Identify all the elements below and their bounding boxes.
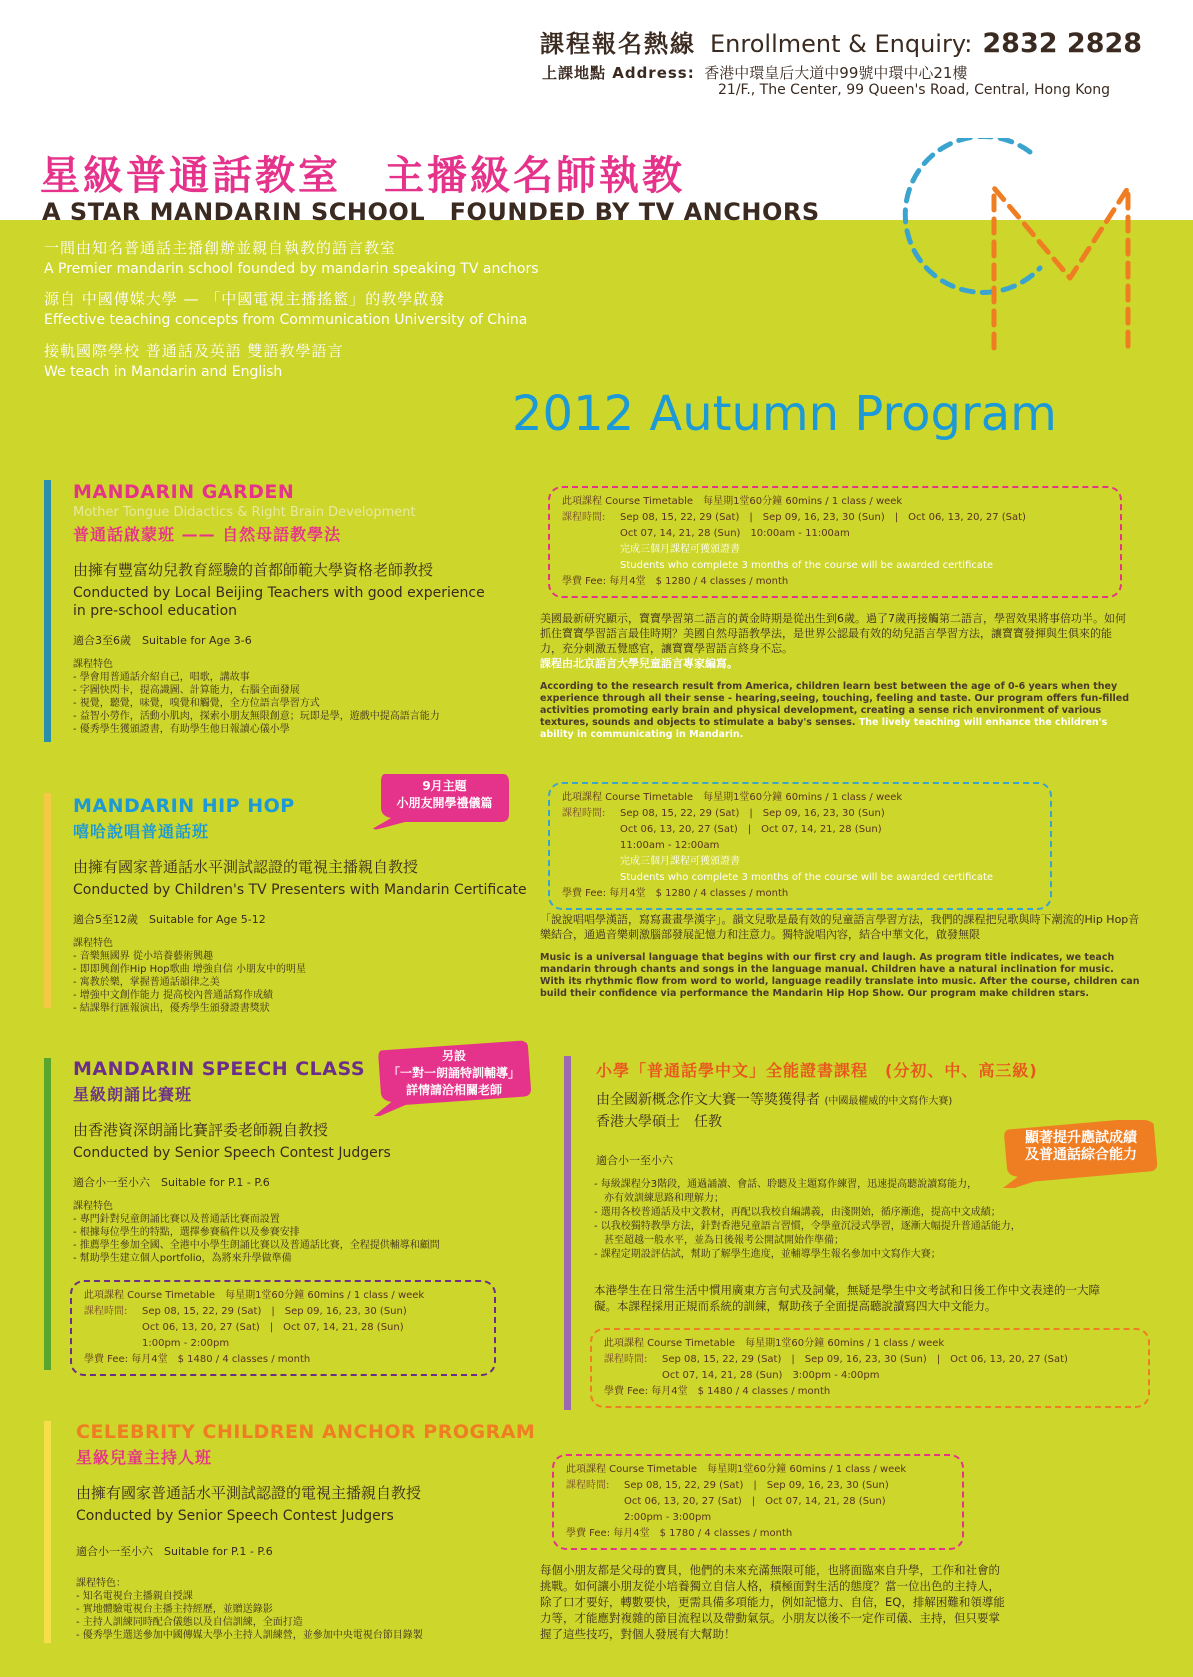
timetable-line: Sep 08, 15, 22, 29 (Sat) | Sep 09, 16, 23, 30 (Sun) | Oct 06, 13, 20, 27 (Sat) xyxy=(620,512,1026,523)
feature-item: - 視覺，聽覺，味覺，嗅覺和觸覺，全方位語言學習方式 xyxy=(73,697,485,710)
hiphop-teach-en: Conducted by Children's TV Presenters with Mandarin Certificate xyxy=(73,882,527,898)
garden-name-en: MANDARIN GARDEN xyxy=(73,481,295,503)
hiphop-name-en: MANDARIN HIP HOP xyxy=(73,795,295,817)
timetable-fee: 學費 Fee: 每月4堂 $ 1280 / 4 classes / month xyxy=(562,576,789,587)
enroll-en: Enrollment & Enquiry: xyxy=(710,30,973,58)
timetable-line: 2:00pm - 3:00pm xyxy=(624,1512,712,1523)
address-en: 21/F., The Center, 99 Queen's Road, Central, Hong Kong xyxy=(718,82,1111,98)
primary-title: 小學「普通話學中文」全能證書課程 (分初、中、高三級) xyxy=(596,1061,1038,1080)
anchor-teach-en: Conducted by Senior Speech Contest Judgers xyxy=(76,1508,394,1524)
timetable-line: Sep 08, 15, 22, 29 (Sat) | Sep 09, 16, 23, 30 (Sun) xyxy=(142,1306,407,1317)
intro-2 xyxy=(44,288,527,328)
timetable-line: Sep 08, 15, 22, 29 (Sat) | Sep 09, 16, 23, 30 (Sun) | Oct 06, 13, 20, 27 (Sat) xyxy=(662,1354,1068,1365)
timetable-fee: 學費 Fee: 每月4堂 $ 1480 / 4 classes / month xyxy=(604,1386,831,1397)
feature-item-cont: 亦有效訓練思路和理解力； xyxy=(594,1193,724,1204)
address-zh: 香港中環皇后大道中99號中環中心21樓 xyxy=(704,64,968,82)
timetable-header: 此項課程 Course Timetable 每星期1堂60分鐘 60mins / 1 class / week xyxy=(562,792,903,803)
intro-2-en: Effective teaching concepts from Communication University of China xyxy=(44,312,528,328)
garden-features-title: 課程特色 xyxy=(73,659,113,670)
hiphop-bubble-line-1: 9月主題 xyxy=(422,779,467,793)
timetable-line: 11:00am - 12:00am xyxy=(620,840,720,851)
speech-features xyxy=(73,1200,440,1265)
certificate-note-en: Students who complete 3 months of the course will be awarded certificate xyxy=(620,872,994,883)
anchor-timetable xyxy=(552,1454,964,1550)
timetable-label: 課程時間: xyxy=(562,512,606,523)
primary-features xyxy=(594,1178,1021,1262)
certificate-note-en: Students who complete 3 months of the course will be awarded certificate xyxy=(620,560,994,571)
hiphop-features xyxy=(73,937,527,1015)
speech-timetable xyxy=(70,1280,496,1376)
intro-1-en: A Premier mandarin school founded by mandarin speaking TV anchors xyxy=(44,261,539,277)
anchor-description xyxy=(540,1562,1010,1642)
speech-teach-en: Conducted by Senior Speech Contest Judgers xyxy=(73,1145,391,1161)
feature-item: - 專門針對兒童朗誦比賽以及普通話比賽而設置 xyxy=(73,1213,440,1226)
timetable-fee: 學費 Fee: 每月4堂 $ 1480 / 4 classes / month xyxy=(84,1354,311,1365)
timetable-label: 課程時間: xyxy=(562,808,606,819)
timetable-line: 1:00pm - 2:00pm xyxy=(142,1338,230,1349)
speech-bubble-line-2: 「一對一朗誦特訓輔導」 xyxy=(387,1066,520,1080)
intro-1 xyxy=(44,237,539,277)
anchor-features-title: 課程特色： xyxy=(76,1578,126,1589)
primary-accent-bar xyxy=(564,1056,571,1410)
hiphop-desc-en: Music is a universal language that begins with our first cry and laugh. As program title indicates, we teach mandarin through chants and songs in the language manual. Children have a natural inclination for music. With its rhythmic flow from word to world, language readily translate into music. After the course, children can build their confidence via performance the Mandarin Hip Hop Show. Our program make children stars. xyxy=(540,952,1140,999)
speech-teach-zh: 由香港資深朗誦比賽評委老師親自教授 xyxy=(73,1121,329,1139)
address-line-zh xyxy=(542,62,967,83)
speech-features-title: 課程特色 xyxy=(73,1201,113,1212)
cm-logo-icon xyxy=(890,138,1150,363)
feature-item: - 每級課程分3階段，通過誦讀、會話、聆聽及主題寫作練習，迅速提高聽說讀寫能力， xyxy=(594,1178,1021,1192)
speech-bubble-line-3: 詳情請洽相關老師 xyxy=(405,1083,502,1097)
program-title: 2012 Autumn Program xyxy=(512,386,1057,442)
hiphop-theme-bubble xyxy=(365,770,510,830)
hiphop-accent-bar xyxy=(44,793,51,1008)
garden-sub-en: Mother Tongue Didactics & Right Brain Development xyxy=(73,505,416,520)
primary-timetable xyxy=(590,1328,1150,1408)
garden-teach-en-1: Conducted by Local Beijing Teachers with good experience xyxy=(73,585,485,601)
speech-name-en: MANDARIN SPEECH CLASS xyxy=(73,1058,366,1080)
feature-item-cont: 甚至超越一般水平，並為日後報考公開試開始作準備； xyxy=(594,1235,844,1246)
garden-name-zh: 普通話啟蒙班 —— 自然母語教學法 xyxy=(73,525,342,544)
feature-item: - 實地體驗電視台主播主持經歷，並贈送錄影 xyxy=(76,1603,535,1616)
intro-3 xyxy=(44,340,344,380)
timetable-header: 此項課程 Course Timetable 每星期1堂60分鐘 60mins / 1 class / week xyxy=(84,1290,425,1301)
primary-teach-1-note: (中國最權威的中文寫作大賽) xyxy=(824,1096,953,1107)
timetable-header: 此項課程 Course Timetable 每星期1堂60分鐘 60mins / 1 class / week xyxy=(562,496,903,507)
primary-age: 適合小一至小六 xyxy=(596,1154,673,1167)
timetable-line: Oct 06, 13, 20, 27 (Sat) | Oct 07, 14, 21, 28 (Sun) xyxy=(142,1322,404,1333)
garden-desc-en-highlight: The lively teaching will enhance the children's ability in communicating in Mandarin. xyxy=(540,717,1108,740)
hiphop-description xyxy=(540,912,1140,1000)
garden-features xyxy=(73,658,485,736)
anchor-features xyxy=(76,1577,535,1642)
timetable-header: 此項課程 Course Timetable 每星期1堂60分鐘 60mins / 1 class / week xyxy=(604,1338,945,1349)
anchor-accent-bar xyxy=(44,1421,51,1643)
enrollment-hotline xyxy=(540,24,1142,59)
garden-age: 適合3至6歲 Suitable for Age 3-6 xyxy=(73,634,252,647)
feature-item: - 課程定期設評估試，幫助了解學生進度，並輔導學生報名參加中文寫作大賽； xyxy=(594,1248,1021,1262)
phone-number[interactable]: 2832 2828 xyxy=(982,28,1143,59)
feature-item: - 主持人訓練同時配合儀態以及自信訓練，全面打造 xyxy=(76,1616,535,1629)
garden-timetable xyxy=(548,486,1122,598)
speech-accent-bar xyxy=(44,1058,51,1370)
timetable-label: 課程時間: xyxy=(604,1354,648,1365)
intro-3-en: We teach in Mandarin and English xyxy=(44,364,283,380)
intro-3-zh: 接軌國際學校 普通話及英語 雙語教學語言 xyxy=(44,342,344,360)
address-label: 上課地點 Address: xyxy=(542,64,695,82)
anchor-section xyxy=(76,1421,535,1642)
certificate-note-zh: 完成三個月課程可獲頒證書 xyxy=(620,544,740,555)
hiphop-timetable xyxy=(548,782,1052,910)
feature-item: - 字圖快閃卡，提高識圖、計算能力，右腦全面發展 xyxy=(73,684,485,697)
speech-name-zh: 星級朗誦比賽班 xyxy=(73,1085,193,1104)
school-title-en: A STAR MANDARIN SCHOOL FOUNDED BY TV ANCHORS xyxy=(42,198,820,226)
garden-desc-zh: 美國最新研究顯示，寶寶學習第二語言的黃金時期是從出生到6歲。過了7歲再接觸第二語言，學習效果將事倍功半。如何抓住寶寶學習語言最佳時期？美國自然母語教學法，是世界公認最有效的幼兒語言學習方法，讓寶寶發揮與生俱來的能力，充分刺激五覺感官，讓寶寶學習語言終身不忘。 xyxy=(540,612,1126,655)
feature-item: - 以我校獨特教學方法，針對香港兒童語言習慣，令學童沉浸式學習，逐漸大幅提升普通話能力， xyxy=(594,1220,1021,1234)
feature-item: - 優秀學生選送參加中國傳媒大學小主持人訓練營，並參加中央電視台節目錄製 xyxy=(76,1629,535,1642)
timetable-fee: 學費 Fee: 每月4堂 $ 1280 / 4 classes / month xyxy=(562,888,789,899)
feature-item: - 根據每位學生的特點，選擇參賽稿件以及參賽安排 xyxy=(73,1226,440,1239)
timetable-line: Sep 08, 15, 22, 29 (Sat) | Sep 09, 16, 23, 30 (Sun) xyxy=(624,1480,889,1491)
primary-teach-1: 由全國新概念作文大賽一等獎獲得者 xyxy=(596,1092,820,1108)
hiphop-age: 適合5至12歲 Suitable for Age 5-12 xyxy=(73,913,266,926)
enroll-zh: 課程報名熱線 xyxy=(540,30,696,58)
intro-2-zh: 源自 中國傳媒大學 — 「中國電視主播搖籃」的教學啟發 xyxy=(44,290,446,308)
intro-1-zh: 一間由知名普通話主播創辦並親自執教的語言教室 xyxy=(44,239,397,257)
garden-teach-en xyxy=(73,584,485,620)
feature-item: - 知名電視台主播親自授課 xyxy=(76,1590,535,1603)
feature-item: - 寓教於樂，掌握普通話韻律之美 xyxy=(73,976,527,989)
speech-bubble xyxy=(360,1040,532,1116)
timetable-label: 課程時間: xyxy=(566,1480,610,1491)
timetable-line: Oct 07, 14, 21, 28 (Sun) 3:00pm - 4:00pm xyxy=(662,1370,880,1381)
feature-item: - 優秀學生獲頒證書，有助學生他日報讀心儀小學 xyxy=(73,723,485,736)
garden-desc-en: According to the research result from America, children learn best between the age of 0-6 years when they experience through all their sense - hearing,seeing, touching, feeling and taste. Our program offers fun-filled activities promoting early brain and physical development, creating a sense rich environment of various textures, sounds and objects to stimulate a baby's senses. xyxy=(540,681,1130,728)
feature-item: - 增強中文創作能力 提高校內普通話寫作成績 xyxy=(73,989,527,1002)
primary-bubble-line-1: 顯著提升應試成績 xyxy=(1025,1130,1137,1146)
anchor-desc-zh: 每個小朋友都是父母的寶貝，他們的未來充滿無限可能，也將面臨來自升學，工作和社會的挑戰。如何讓小朋友從小培養獨立自信人格，積極面對生活的態度？當一位出色的主持人，除了口才要好，轉數要快，更需具備多項能力，例如記憶力、自信，EQ，排解困難和領導能力等，才能應對複雜的節目流程以及帶動氣氛。小朋友以後不一定作司儀、主持，但只要掌握了這些技巧，對個人發展有大幫助！ xyxy=(540,1563,1005,1641)
feature-item: - 即即興創作Hip Hop歌曲 增強自信 小朋友中的明星 xyxy=(73,963,527,976)
speech-bubble-line-1: 另設 xyxy=(441,1049,466,1063)
hiphop-name-zh: 嘻哈說唱普通話班 xyxy=(73,822,210,841)
speech-age: 適合小一至小六 Suitable for P.1 - P.6 xyxy=(73,1176,270,1189)
timetable-header: 此項課程 Course Timetable 每星期1堂60分鐘 60mins / 1 class / week xyxy=(566,1464,907,1475)
timetable-label: 課程時間: xyxy=(84,1306,128,1317)
garden-teach-en-2: in pre-school education xyxy=(73,603,238,619)
primary-teach xyxy=(596,1090,952,1132)
anchor-name-en: CELEBRITY CHILDREN ANCHOR PROGRAM xyxy=(76,1421,536,1443)
anchor-teach-zh: 由擁有國家普通話水平測試認證的電視主播親自教授 xyxy=(76,1484,422,1502)
garden-accent-bar xyxy=(44,480,51,742)
feature-item: - 幫助學生建立個人portfolio，為將來升學做準備 xyxy=(73,1252,440,1265)
timetable-line: Oct 07, 14, 21, 28 (Sun) 10:00am - 11:00am xyxy=(620,528,850,539)
garden-section xyxy=(73,481,485,736)
feature-item: - 結課舉行匯報演出，優秀學生頒發證書獎狀 xyxy=(73,1002,527,1015)
garden-description xyxy=(540,611,1130,741)
hiphop-features-title: 課程特色 xyxy=(73,938,113,949)
timetable-fee: 學費 Fee: 每月4堂 $ 1780 / 4 classes / month xyxy=(566,1528,793,1539)
hiphop-teach-zh: 由擁有國家普通話水平測試認證的電視主播親自教授 xyxy=(73,858,419,876)
anchor-name-zh: 星級兒童主持人班 xyxy=(76,1448,213,1467)
garden-teach-zh: 由擁有豐富幼兒教育經驗的首都師範大學資格老師教授 xyxy=(73,561,434,579)
feature-item: - 推薦學生參加全國、全港中小學生朗誦比賽以及普通話比賽，全程提供輔導和顧問 xyxy=(73,1239,440,1252)
school-title-zh: 星級普通話教室 主播級名師執教 xyxy=(40,153,685,199)
feature-item: - 學會用普通話介紹自己，唱歌，講故事 xyxy=(73,671,485,684)
certificate-note-zh: 完成三個月課程可獲頒證書 xyxy=(620,856,740,867)
feature-item: - 益智小勞作，活動小肌肉，探索小朋友無限創意；玩即是學，遊戲中提高語言能力 xyxy=(73,710,485,723)
feature-item: - 音樂無國界 從小培養藝術興趣 xyxy=(73,950,527,963)
timetable-line: Oct 06, 13, 20, 27 (Sat) | Oct 07, 14, 21, 28 (Sun) xyxy=(624,1496,886,1507)
timetable-line: Oct 06, 13, 20, 27 (Sat) | Oct 07, 14, 21, 28 (Sun) xyxy=(620,824,882,835)
feature-item: - 選用各校普通話及中文教材，再配以我校自編講義，由淺開始，循序漸進，提高中文成績； xyxy=(594,1206,1021,1220)
hiphop-bubble-line-2: 小朋友開學禮儀篇 xyxy=(396,796,493,810)
primary-note: 本港學生在日常生活中慣用廣東方言句式及詞彙，無疑是學生中文考試和日後工作中文表達的一大障礙。本課程採用正規而系統的訓練，幫助孩子全面提高聽說讀寫四大中文能力。 xyxy=(594,1283,1100,1313)
anchor-age: 適合小一至小六 Suitable for P.1 - P.6 xyxy=(76,1545,273,1558)
hiphop-desc-zh: 「說說唱唱學漢語，寫寫畫畫學漢字」。韻文兒歌是最有效的兒童語言學習方法，我們的課程把兒歌與時下潮流的Hip Hop音樂結合，通過音樂刺激腦部發展記憶力和注意力。獨特說唱內容，結合中華文化，啟發無限 xyxy=(540,913,1140,941)
garden-desc-zh-highlight: 課程由北京語言大學兒童語言專家編寫。 xyxy=(540,657,738,670)
timetable-line: Sep 08, 15, 22, 29 (Sat) | Sep 09, 16, 23, 30 (Sun) xyxy=(620,808,885,819)
primary-bubble-line-2: 及普通話綜合能力 xyxy=(1025,1147,1137,1163)
primary-teach-2: 香港大學碩士 任教 xyxy=(596,1114,722,1130)
